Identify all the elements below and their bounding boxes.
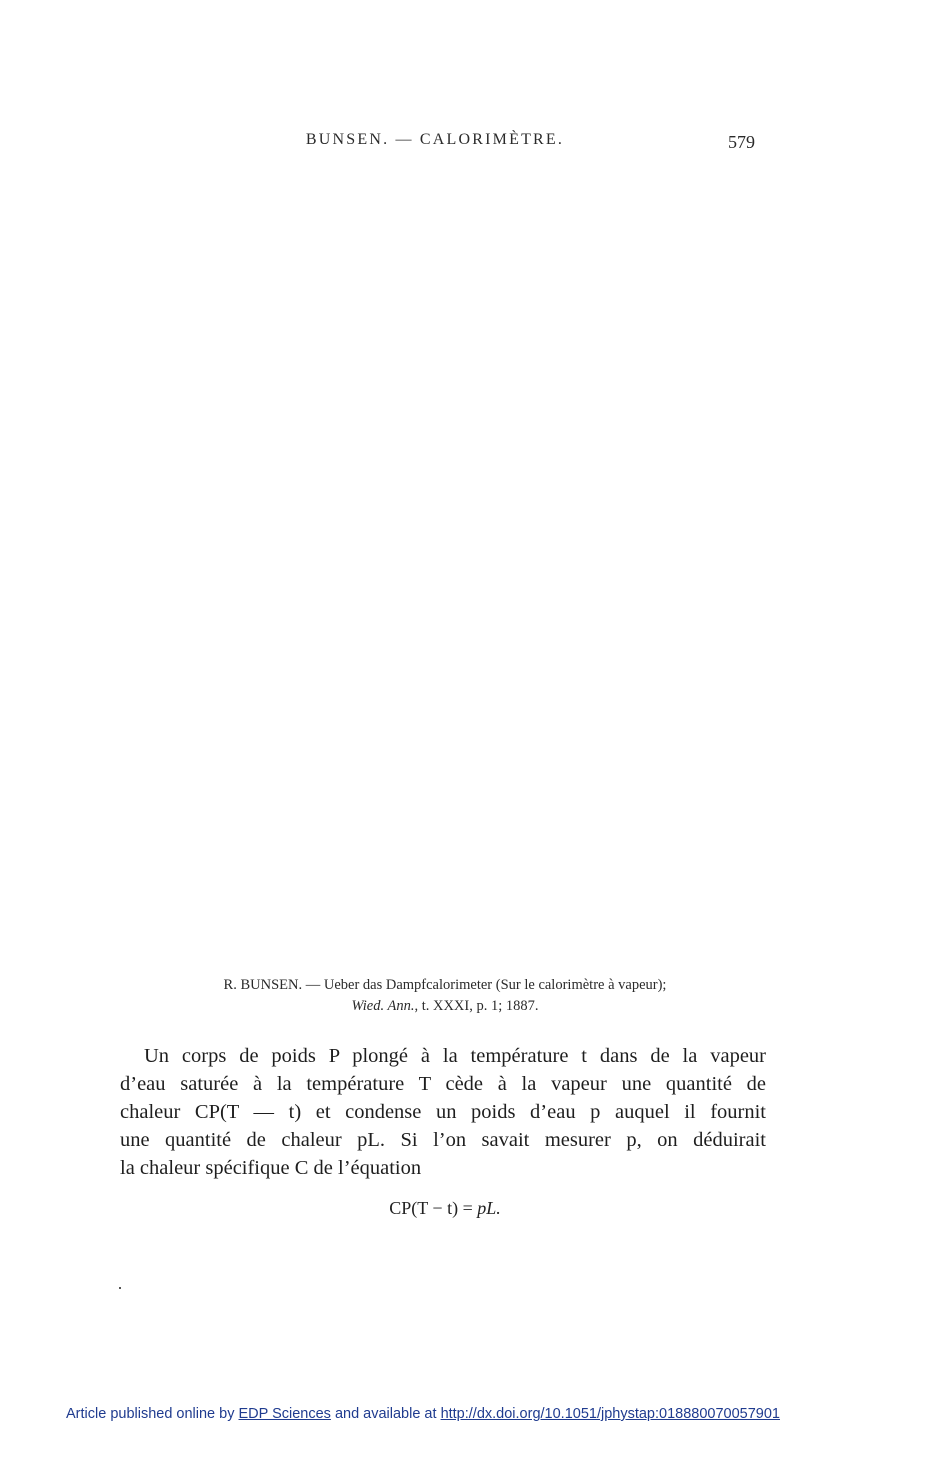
body-line: chaleur CP(T — t) et condense un poids d’eau p auquel il fournit — [120, 1101, 766, 1123]
body-line: une quantité de chaleur pL. Si l’on savait mesurer p, on déduirait — [120, 1129, 766, 1151]
bibliographic-reference — [120, 975, 770, 1017]
reference-journal: Wied. Ann. — [351, 998, 415, 1014]
equation-left: CP(T − t) — [389, 1198, 459, 1218]
running-title: BUNSEN. — CALORIMÈTRE. — [305, 131, 565, 148]
footer-middle: and available at — [330, 1406, 441, 1422]
reference-source — [120, 996, 770, 1017]
reference-author-title: R. BUNSEN. — Ueber das Dampfcalorimeter (Sur le calorimètre à vapeur); — [223, 977, 667, 993]
equation-equals: = — [458, 1198, 478, 1218]
body-line: Un corps de poids P plongé à la température t dans de la vapeur — [144, 1045, 766, 1067]
footer-prefix: Article published online by — [66, 1406, 239, 1422]
doi-link[interactable]: http://dx.doi.org/10.1051/jphystap:018880070057901 — [440, 1406, 780, 1422]
body-line: la chaleur spécifique C de l’équation — [120, 1157, 422, 1179]
reference-details: , t. XXXI, p. 1; 1887. — [414, 998, 539, 1014]
body-line: d’eau saturée à la température T cède à la vapeur une quantité de — [120, 1073, 766, 1095]
publisher-link[interactable]: EDP Sciences — [238, 1406, 331, 1422]
publication-footer — [66, 1406, 780, 1422]
stray-mark — [119, 1287, 121, 1289]
page-number: 579 — [728, 132, 755, 152]
body-paragraph — [120, 1042, 766, 1182]
equation-right: pL. — [477, 1198, 501, 1218]
equation — [320, 1198, 570, 1219]
